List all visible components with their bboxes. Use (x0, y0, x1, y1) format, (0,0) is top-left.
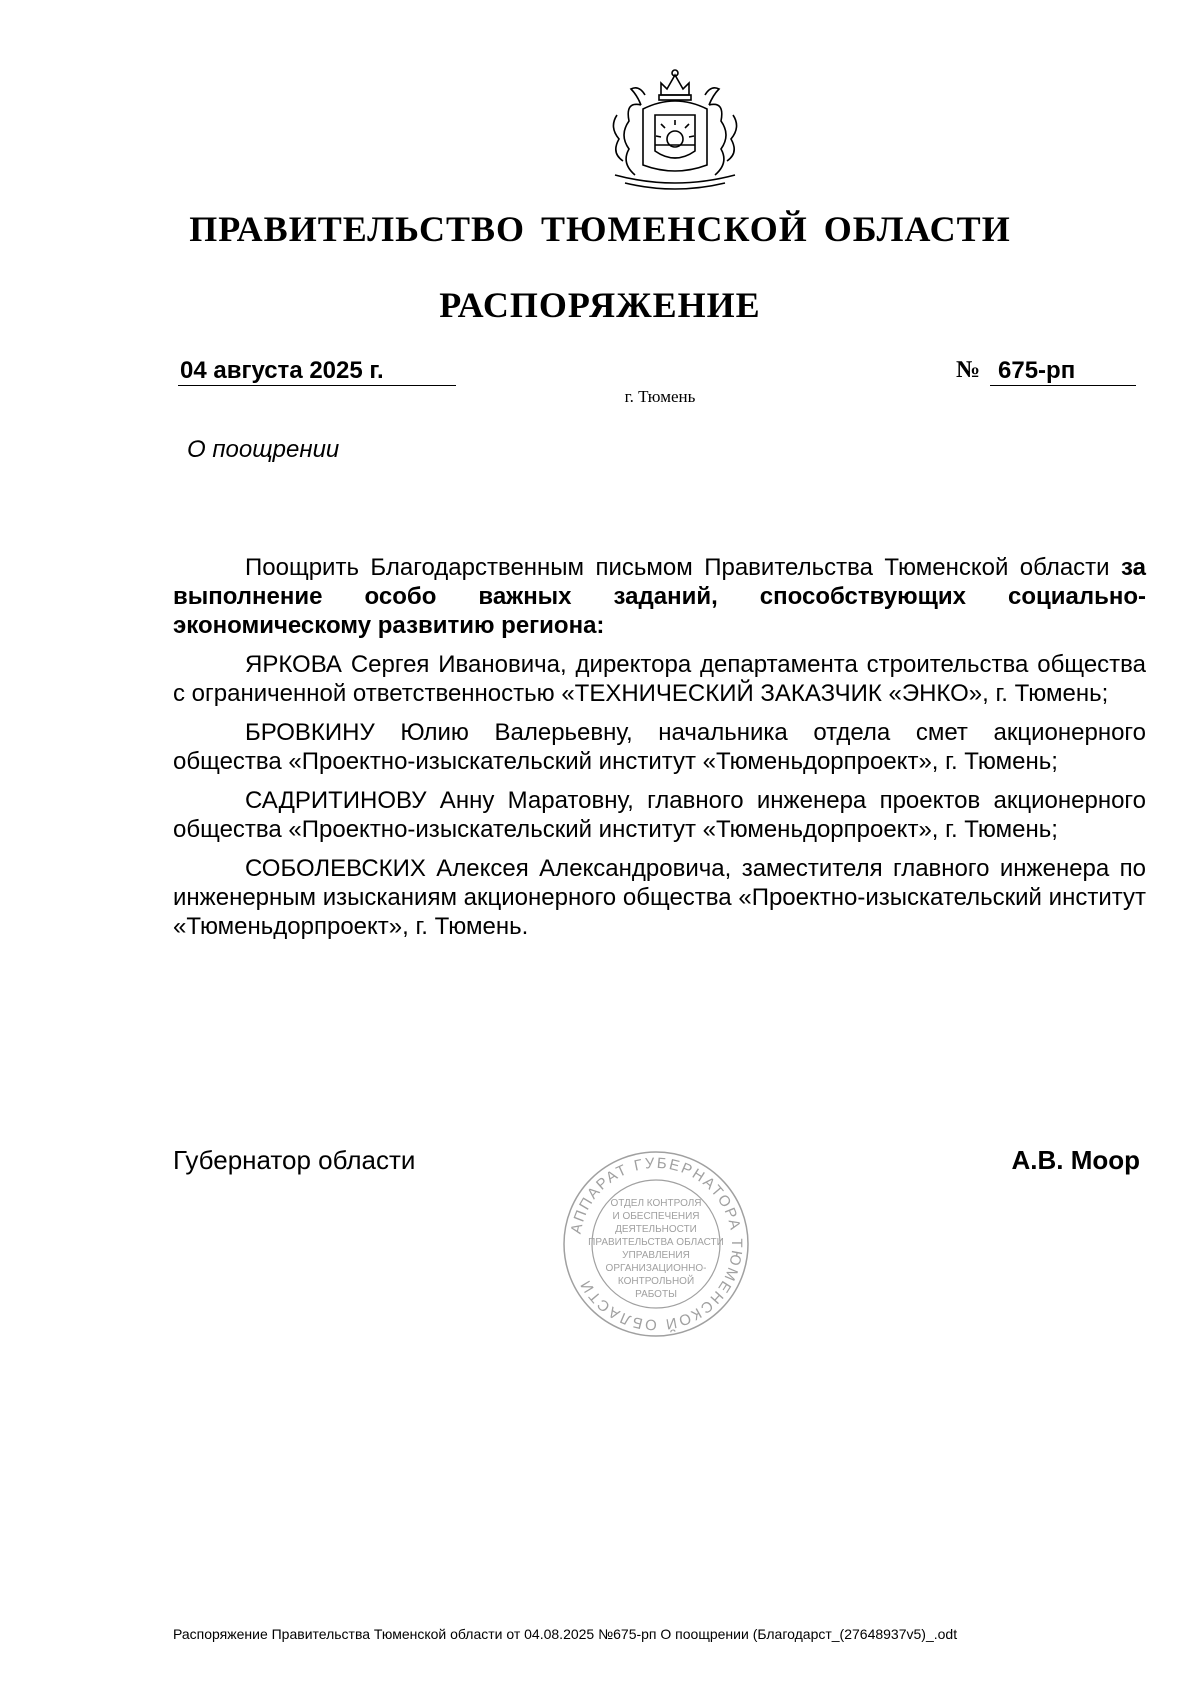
number-sign: № (956, 357, 981, 383)
stamp-inner-line: УПРАВЛЕНИЯ (622, 1250, 690, 1261)
official-stamp (560, 1148, 752, 1340)
government-title: ПРАВИТЕЛЬСТВО ТЮМЕНСКОЙ ОБЛАСТИ (189, 209, 1011, 249)
intro-plain-text: Поощрить Благодарственным письмом Правительства Тюменской области (245, 554, 1122, 581)
awardee-paragraph: СОБОЛЕВСКИХ Алексея Александровича, заместителя главного инженера по инженерным изысканиям акционерного общества «Проектно-изыскательский институт «Тюменьдорпроект», г. Тюмень. (173, 855, 1146, 940)
awardee-paragraph: ЯРКОВА Сергея Ивановича, директора департамента строительства общества с ограниченной ответственностью «ТЕХНИЧЕСКИЙ ЗАКАЗЧИК «ЭНКО», г. Тюмень; (173, 651, 1146, 707)
stamp-inner-line: ОТДЕЛ КОНТРОЛЯ (610, 1198, 702, 1209)
stamp-outer-text: АППАРАТ ГУБЕРНАТОРА ТЮМЕНСКОЙ ОБЛАСТИ (567, 1154, 746, 1334)
stamp-inner-line: КОНТРОЛЬНОЙ (617, 1276, 695, 1287)
intro-bold-text: за выполнение особо важных заданий, способствующих социально-экономическому развитию региона: (173, 554, 1146, 639)
signer-position: Губернатор области (173, 1145, 416, 1175)
stamp-inner-line: ПРАВИТЕЛЬСТВА ОБЛАСТИ (588, 1237, 724, 1248)
awardee-paragraph: БРОВКИНУ Юлию Валерьевну, начальника отдела смет акционерного общества «Проектно-изыскательский институт «Тюменьдорпроект», г. Тюмень; (173, 719, 1146, 775)
document-number-block (956, 356, 1136, 385)
document-footer: Распоряжение Правительства Тюменской области от 04.08.2025 №675-рп О поощрении (Благодарст_(27648937v5)_.odt (173, 1626, 958, 1642)
document-city: г. Тюмень (624, 387, 696, 406)
intro-paragraph (173, 553, 1146, 640)
stamp-inner-line: ОРГАНИЗАЦИОННО- (605, 1263, 707, 1274)
document-subject: О поощрении (187, 436, 340, 463)
coat-of-arms-icon (595, 65, 755, 195)
awardee-paragraph: САДРИТИНОВУ Анну Маратовну, главного инженера проектов акционерного общества «Проектно-изыскательский институт «Тюменьдорпроект», г. Тюмень; (173, 787, 1146, 843)
document-number: 675-рп (990, 356, 1136, 386)
document-type-heading: РАСПОРЯЖЕНИЕ (439, 285, 761, 325)
document-body (173, 553, 1146, 951)
document-date: 04 августа 2025 г. (178, 356, 456, 386)
stamp-inner-line: ДЕЯТЕЛЬНОСТИ (615, 1224, 697, 1235)
stamp-inner-line: И ОБЕСПЕЧЕНИЯ (612, 1211, 700, 1222)
signer-name: А.В. Моор (1011, 1145, 1140, 1175)
stamp-inner-line: РАБОТЫ (635, 1289, 677, 1300)
